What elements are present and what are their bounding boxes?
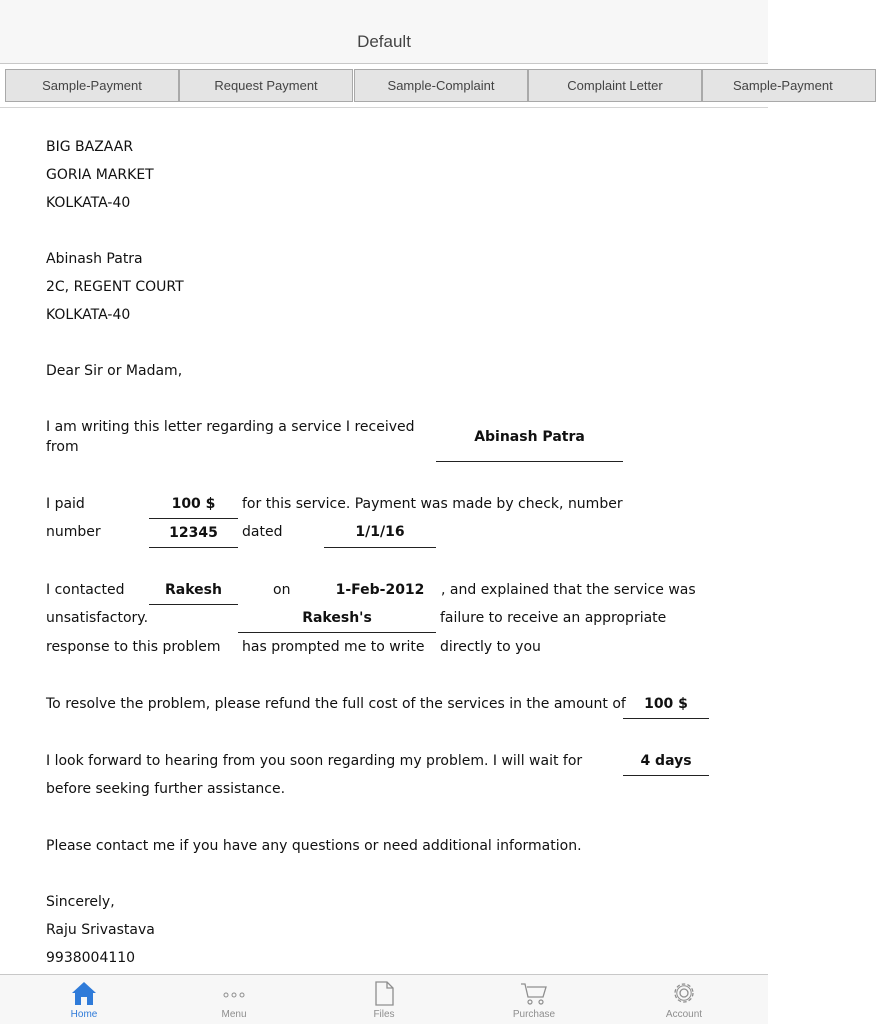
service-provider-field[interactable]: Abinash Patra [436, 427, 623, 462]
paragraph-5-text-2: before seeking further assistance. [46, 781, 286, 797]
text-directly: directly to you [440, 639, 541, 655]
signer-phone: 9938004110 [46, 950, 136, 966]
check-date-field[interactable]: 1/1/16 [324, 522, 436, 548]
text-prompted: has prompted me to write [242, 639, 425, 655]
tab-home[interactable] [9, 975, 159, 1025]
tab-sample-payment[interactable]: Sample-Payment [5, 69, 179, 102]
text-for-this-service: for this service. Payment was made by check, number [242, 496, 623, 512]
sender-line-1: Abinash Patra [46, 251, 143, 267]
sender-line-3: KOLKATA-40 [46, 307, 131, 323]
text-number: number [46, 524, 101, 540]
recipient-line-3: KOLKATA-40 [46, 195, 131, 211]
navigation-bar [0, 0, 768, 64]
cart-icon [520, 980, 548, 1006]
text-i-paid: I paid [46, 496, 85, 512]
contact-date-field[interactable]: 1-Feb-2012 [335, 582, 425, 598]
text-dated: dated [242, 524, 283, 540]
tab-files[interactable] [309, 975, 459, 1025]
text-failure: failure to receive an appropriate [440, 610, 667, 626]
signer-name: Raju Srivastava [46, 922, 155, 938]
tab-menu[interactable] [159, 975, 309, 1025]
tab-menu-label: Menu [221, 1009, 247, 1020]
salutation: Dear Sir or Madam, [46, 363, 183, 379]
text-unsatisfactory: unsatisfactory. [46, 610, 149, 626]
text-on: on [273, 582, 291, 598]
tab-home-label: Home [70, 1009, 98, 1020]
tab-account-label: Account [665, 1009, 703, 1020]
paragraph-4-text: To resolve the problem, please refund the full cost of the services in the amount of [46, 696, 626, 712]
tab-sample-payment-2[interactable]: Sample-Payment [702, 69, 876, 102]
refund-amount-field[interactable]: 100 $ [623, 694, 709, 719]
tab-complaint-letter[interactable]: Complaint Letter [528, 69, 702, 102]
tab-account[interactable] [609, 975, 759, 1025]
possessive-name-field[interactable]: Rakesh's [238, 608, 436, 633]
tab-request-payment[interactable]: Request Payment [179, 69, 353, 102]
file-icon [370, 980, 398, 1006]
text-explained: , and explained that the service was [441, 582, 696, 598]
recipient-line-1: BIG BAZAAR [46, 139, 134, 155]
text-response: response to this problem [46, 639, 221, 655]
tab-sample-complaint[interactable]: Sample-Complaint [354, 69, 528, 102]
sender-line-2: 2C, REGENT COURT [46, 279, 184, 295]
wait-period-field[interactable]: 4 days [623, 751, 709, 776]
recipient-line-2: GORIA MARKET [46, 167, 154, 183]
check-number-field[interactable]: 12345 [149, 522, 238, 548]
page-title: Default [357, 32, 411, 51]
paragraph-6-text: Please contact me if you have any questions or need additional information. [46, 838, 582, 854]
text-i-contacted: I contacted [46, 582, 125, 598]
bottom-tab-bar [0, 974, 768, 1024]
paragraph-5-text: I look forward to hearing from you soon regarding my problem. I will wait for [46, 753, 583, 769]
amount-paid-field[interactable]: 100 $ [149, 494, 238, 519]
home-icon [70, 980, 98, 1006]
gear-icon [670, 980, 698, 1006]
more-icon [220, 980, 248, 1006]
tab-purchase[interactable] [459, 975, 609, 1025]
paragraph-1-text: I am writing this letter regarding a service I received from [46, 419, 415, 455]
template-tab-strip[interactable] [0, 64, 833, 108]
tab-files-label: Files [373, 1009, 395, 1020]
tab-purchase-label: Purchase [512, 1009, 556, 1020]
contact-person-field[interactable]: Rakesh [149, 580, 238, 605]
closing-sincerely: Sincerely, [46, 894, 115, 910]
letter-document [0, 108, 768, 974]
